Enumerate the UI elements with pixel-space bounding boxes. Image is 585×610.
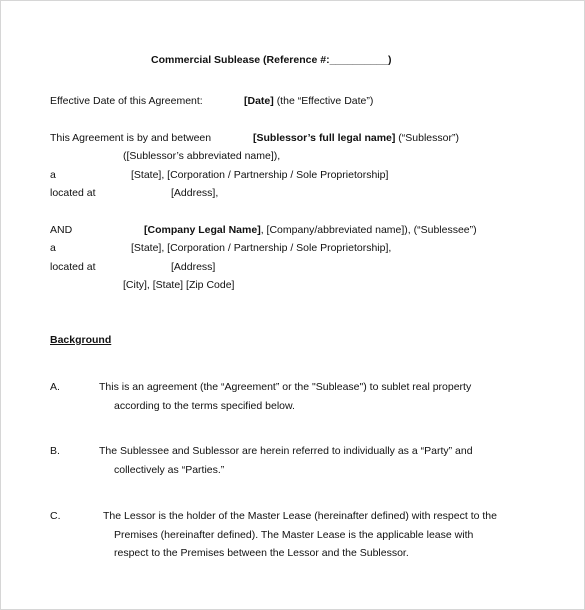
item-a-letter: A. [50, 381, 60, 393]
effective-date-label: Effective Date of this Agreement: [50, 95, 203, 107]
item-b-line2: collectively as “Parties.” [114, 464, 225, 476]
parties-intro: This Agreement is by and between [50, 132, 212, 144]
document-title: Commercial Sublease (Reference #:__________) [151, 54, 392, 66]
effective-date-suffix: (the “Effective Date”) [276, 95, 374, 107]
sublessor-a-label: a [50, 169, 56, 181]
effective-date-placeholder: [Date] [244, 95, 274, 107]
sublessor-located-label: located at [50, 187, 96, 199]
item-b-letter: B. [50, 445, 60, 457]
sublessee-located-label: located at [50, 261, 96, 273]
sublessor-line [253, 131, 459, 145]
item-c-letter: C. [50, 510, 61, 522]
item-c-line2: Premises (hereinafter defined). The Master Lease is the applicable lease with [114, 529, 474, 541]
sublessee-address: [Address] [171, 261, 216, 273]
sublessee-entity: [State], [Corporation / Partnership / Sole Proprietorship], [131, 242, 392, 254]
effective-date-line [244, 94, 373, 108]
sublessee-a-label: a [50, 242, 56, 254]
background-heading: Background [50, 334, 112, 346]
item-c-line3: respect to the Premises between the Lessor and the Sublessor. [114, 547, 409, 559]
item-c-line1: The Lessor is the holder of the Master Lease (hereinafter defined) with respect to the [103, 510, 497, 522]
item-a-line2: according to the terms specified below. [114, 400, 295, 412]
and-label: AND [50, 224, 73, 236]
sublessor-address: [Address], [171, 187, 219, 199]
item-a-line1: This is an agreement (the “Agreement” or the "Sublease") to sublet real property [99, 381, 472, 393]
sublessor-entity: [State], [Corporation / Partnership / Sole Proprietorship] [131, 169, 389, 181]
sublessor-name: [Sublessor’s full legal name] [253, 132, 396, 144]
sublessor-role: (“Sublessor”) [398, 132, 459, 144]
item-b-line1: The Sublessee and Sublessor are herein referred to individually as a “Party” and [99, 445, 473, 457]
sublessee-rest: , [Company/abbreviated name]), (“Sublessee”) [260, 224, 477, 236]
sublessor-abbrev: ([Sublessor’s abbreviated name]), [123, 150, 281, 162]
sublessee-city: [City], [State] [Zip Code] [123, 279, 235, 291]
sublessee-name: [Company Legal Name] [144, 224, 261, 236]
sublessee-line [144, 223, 477, 237]
